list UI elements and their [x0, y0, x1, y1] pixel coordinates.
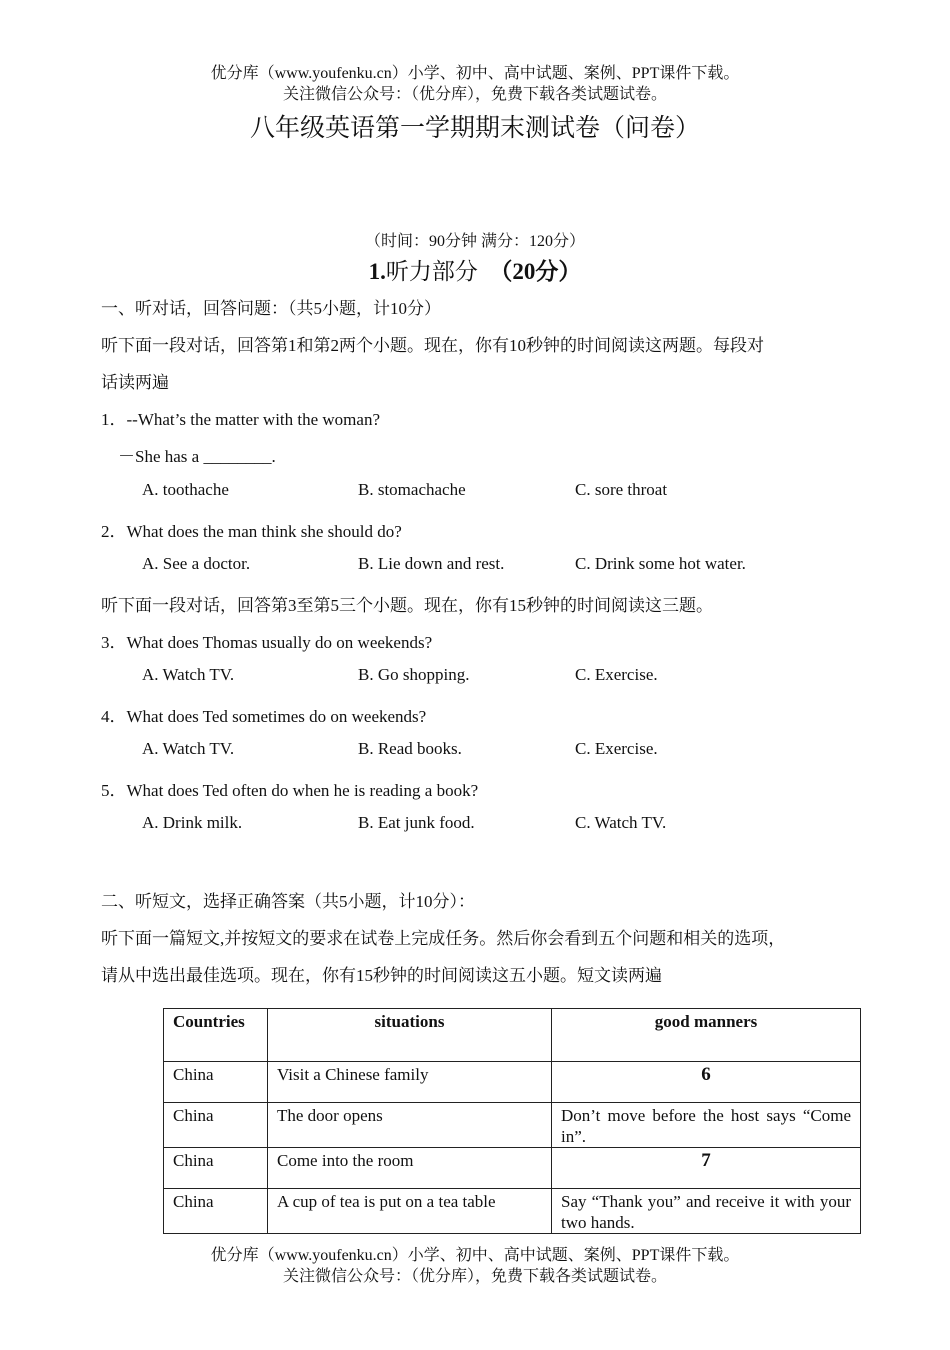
question-4: 4．What does Ted sometimes do on weekends?	[101, 707, 427, 726]
q5-option-a: A. Drink milk.	[142, 813, 243, 832]
q4-option-b: B. Read books.	[358, 739, 462, 758]
part1-heading: 一、听对话，回答问题：（共5小题，计10分）	[101, 299, 441, 318]
q3-option-b: B. Go shopping.	[358, 665, 470, 684]
q1-option-c: C. sore throat	[575, 480, 668, 499]
header-countries: Countries	[164, 1009, 268, 1062]
part1-instruction-b: 听下面一段对话，回答第3至第5三个小题。现在，你有15秒钟的时间阅读这三题。	[101, 596, 713, 615]
cell-country: China	[164, 1062, 268, 1103]
q4-option-c: C. Exercise.	[575, 739, 658, 758]
q5-option-b: B. Eat junk food.	[358, 813, 475, 832]
cell-situation: The door opens	[268, 1103, 552, 1148]
table-row	[164, 1148, 861, 1189]
page-title: 八年级英语第一学期期末测试卷（问卷）	[249, 115, 700, 142]
cell-situation: Come into the room	[268, 1148, 552, 1189]
part2-heading: 二、听短文，选择正确答案（共5小题，计10分）：	[101, 892, 475, 911]
cell-situation: A cup of tea is put on a tea table	[268, 1189, 552, 1234]
footer-line-1: 优分库（www.youfenku.cn）小学、初中、高中试题、案例、PPT课件下载。	[210, 1247, 740, 1264]
question-2: 2．What does the man think she should do?	[101, 522, 402, 541]
table-row	[164, 1189, 861, 1234]
section-score: （20分）	[489, 259, 582, 284]
q3-option-a: A. Watch TV.	[142, 665, 235, 684]
manners-table	[163, 1008, 861, 1234]
table-header-row	[164, 1009, 861, 1062]
q2-option-a: A. See a doctor.	[142, 554, 251, 573]
q1-option-a: A. toothache	[142, 480, 229, 499]
header-line-1: 优分库（www.youfenku.cn）小学、初中、高中试题、案例、PPT课件下载。	[210, 65, 740, 82]
cell-blank-7: 7	[552, 1148, 861, 1189]
part1-instruction-a-line1: 听下面一段对话，回答第1和第2两个小题。现在，你有10秒钟的时间阅读这两题。每段对	[101, 336, 764, 355]
header-line-2: 关注微信公众号：（优分库），免费下载各类试题试卷。	[282, 86, 667, 103]
q4-option-a: A. Watch TV.	[142, 739, 235, 758]
header-situations: situations	[268, 1009, 552, 1062]
cell-manner: Don’t move before the host says “Come in”.	[552, 1103, 861, 1148]
cell-country: China	[164, 1189, 268, 1234]
q3-option-c: C. Exercise.	[575, 665, 658, 684]
section-title: 听力部分	[385, 259, 478, 284]
cell-country: China	[164, 1103, 268, 1148]
part2-instruction-line1: 听下面一篇短文,并按短文的要求在试卷上完成任务。然后你会看到五个问题和相关的选项，	[101, 929, 786, 948]
q2-option-c: C. Drink some hot water.	[575, 554, 746, 573]
q5-option-c: C. Watch TV.	[575, 813, 667, 832]
question-1-answer-line: －She has a ________.	[118, 447, 276, 466]
cell-manner: Say “Thank you” and receive it with your two hands.	[552, 1189, 861, 1234]
cell-blank-6: 6	[552, 1062, 861, 1103]
cell-country: China	[164, 1148, 268, 1189]
footer-line-2: 关注微信公众号：（优分库），免费下载各类试题试卷。	[282, 1268, 667, 1285]
section-number: 1.	[368, 259, 386, 284]
part2-instruction-line2: 请从中选出最佳选项。现在，你有15秒钟的时间阅读这五小题。短文读两遍	[101, 966, 662, 985]
question-1: 1．--What’s the matter with the woman?	[101, 410, 380, 429]
cell-situation: Visit a Chinese family	[268, 1062, 552, 1103]
exam-info: （时间：90分钟 满分：120分）	[364, 233, 585, 250]
part1-instruction-a-line2: 话读两遍	[101, 373, 169, 392]
q1-option-b: B. stomachache	[358, 480, 466, 499]
question-5: 5．What does Ted often do when he is reading a book?	[101, 781, 479, 800]
question-3: 3．What does Thomas usually do on weekends?	[101, 633, 433, 652]
section-heading	[0, 253, 950, 286]
table-row	[164, 1103, 861, 1148]
header-good-manners: good manners	[552, 1009, 861, 1062]
table-row	[164, 1062, 861, 1103]
q2-option-b: B. Lie down and rest.	[358, 554, 505, 573]
